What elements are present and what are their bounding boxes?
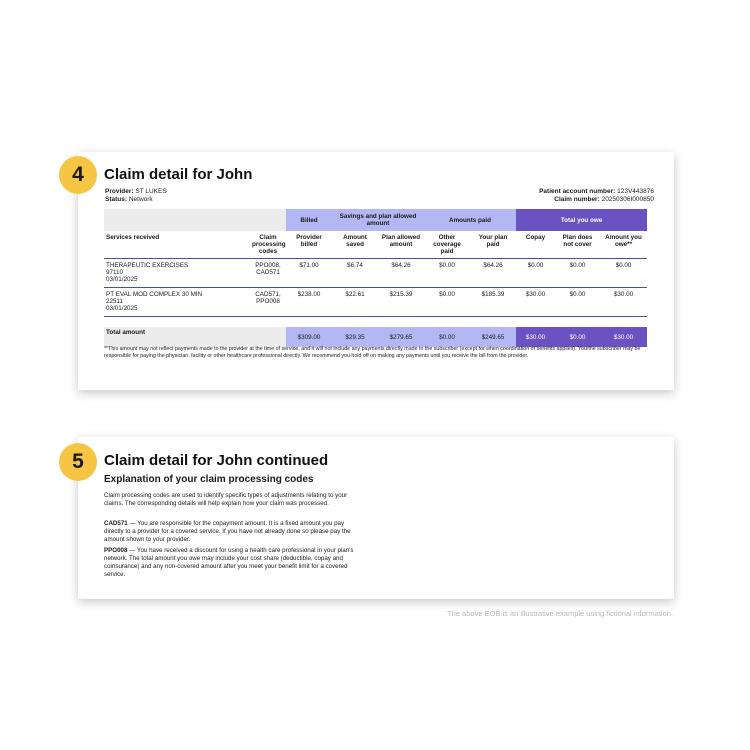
other-paid-cell: $0.00 (424, 288, 470, 317)
other-paid-cell: $0.00 (424, 259, 470, 288)
amount-saved-cell: $22.61 (332, 288, 378, 317)
status-value: Network (128, 196, 153, 203)
total-you-owe: $30.00 (600, 327, 647, 347)
provider-label: Provider: (105, 188, 134, 195)
status-label: Status: (105, 196, 128, 203)
you-owe-cell: $0.00 (600, 259, 647, 288)
claim-codes-cell: PPO008, CAD571 (250, 259, 286, 288)
plan-allowed-cell: $215.39 (378, 288, 424, 317)
table-row (104, 288, 647, 317)
step-badge-5: 5 (59, 443, 97, 481)
total-label: Total amount (104, 327, 250, 347)
plan-allowed-cell: $64.26 (378, 259, 424, 288)
group-header-savings: Savings and plan allowed amount (332, 209, 424, 231)
not-cover-cell: $0.00 (555, 259, 600, 288)
claim-codes-cell: CAD571, PPO008 (250, 288, 286, 317)
col-plan-allowed: Plan allowed amount (378, 231, 424, 259)
total-plan-allowed: $279.65 (378, 327, 424, 347)
total-copay: $30.00 (516, 327, 555, 347)
col-codes: Claim processing codes (250, 231, 286, 259)
col-services: Services received (104, 231, 250, 259)
code-explanation-cad571 (104, 520, 364, 544)
footnote: **This amount may not reflect payments made to the provider at the time of service, and it will not include any payments directly made to the subscriber (except for when coordination of benefits applies). You/the subscriber may be responsible for paying the physician, facility or other healthcare professional directly. We recommend you hold off on making any payments until you receive the bill from the provider. (104, 346, 641, 359)
group-header-amounts-paid: Amounts paid (424, 209, 516, 231)
provider-billed-cell: $238.00 (286, 288, 332, 317)
account-label: Patient account number: (539, 188, 616, 195)
copay-cell: $0.00 (516, 259, 555, 288)
claim-detail-continued-title: Claim detail for John continued (104, 452, 329, 469)
col-you-owe: Amount you owe** (600, 231, 647, 259)
total-plan-paid: $249.65 (470, 327, 516, 347)
codes-intro-text: Claim processing codes are used to identify specific types of adjustments relating to your claims. The corresponding details will help explain how your claim was processed. (104, 492, 348, 507)
column-header-row (104, 231, 647, 259)
table-row (104, 259, 647, 288)
service-name: PT EVAL MOD COMPLEX 30 MIN (106, 291, 203, 298)
claim-number-value: 20250306I000850 (601, 196, 654, 203)
provider-info (105, 188, 167, 204)
spacer-row (104, 317, 647, 328)
service-cell (104, 259, 250, 288)
total-not-cover: $0.00 (555, 327, 600, 347)
claim-info (539, 188, 654, 204)
code-name: PPO008 (104, 547, 128, 554)
step-badge-4: 4 (59, 156, 97, 194)
service-date: 03/01/2025 (106, 305, 138, 312)
service-code: 22511 (106, 298, 124, 305)
total-amount-saved: $29.35 (332, 327, 378, 347)
total-other-paid: $0.00 (424, 327, 470, 347)
claim-number-label: Claim number: (554, 196, 600, 203)
col-other-paid: Other coverage paid (424, 231, 470, 259)
col-amount-saved: Amount saved (332, 231, 378, 259)
provider-billed-cell: $71.00 (286, 259, 332, 288)
service-code: 97110 (106, 269, 124, 276)
copay-cell: $30.00 (516, 288, 555, 317)
account-value: 123V443876 (617, 188, 654, 195)
code-description: — You are responsible for the copayment amount. It is a fixed amount you pay directly to a provider for a covered service. If you have not already done so please pay the amount shown to your provider. (104, 520, 351, 543)
total-row (104, 327, 647, 347)
code-name: CAD571 (104, 520, 128, 527)
claim-table (104, 209, 647, 347)
col-provider-billed: Provider billed (286, 231, 332, 259)
group-header-row (104, 209, 647, 231)
plan-paid-cell: $64.26 (470, 259, 516, 288)
group-header-total-you-owe: Total you owe (516, 209, 647, 231)
codes-explanation-heading: Explanation of your claim processing codes (104, 474, 314, 485)
total-provider-billed: $309.00 (286, 327, 332, 347)
you-owe-cell: $30.00 (600, 288, 647, 317)
group-header-billed: Billed (286, 209, 332, 231)
amount-saved-cell: $6.74 (332, 259, 378, 288)
col-not-cover: Plan does not cover (555, 231, 600, 259)
service-name: THERAPEUTIC EXERCISES (106, 262, 189, 269)
code-description: — You have received a discount for using a health care professional in your plan's network. The total amount you owe may include your cost share (deductible, copay and coinsurance) and any non-covered amount after you meet your benefit limit for a covered service. (104, 547, 354, 578)
code-explanation-ppo008 (104, 547, 364, 579)
not-cover-cell: $0.00 (555, 288, 600, 317)
disclaimer-text: The above EOB is an illustrative example using fictional information. (447, 609, 673, 618)
service-date: 03/01/2025 (106, 276, 138, 283)
claim-detail-title: Claim detail for John (104, 166, 253, 183)
blank-header-cell (250, 209, 286, 231)
col-plan-paid: Your plan paid (470, 231, 516, 259)
total-blank-cell (250, 327, 286, 347)
provider-value: ST LUKES (135, 188, 167, 195)
blank-header-cell (104, 209, 250, 231)
plan-paid-cell: $185.39 (470, 288, 516, 317)
service-cell (104, 288, 250, 317)
col-copay: Copay (516, 231, 555, 259)
